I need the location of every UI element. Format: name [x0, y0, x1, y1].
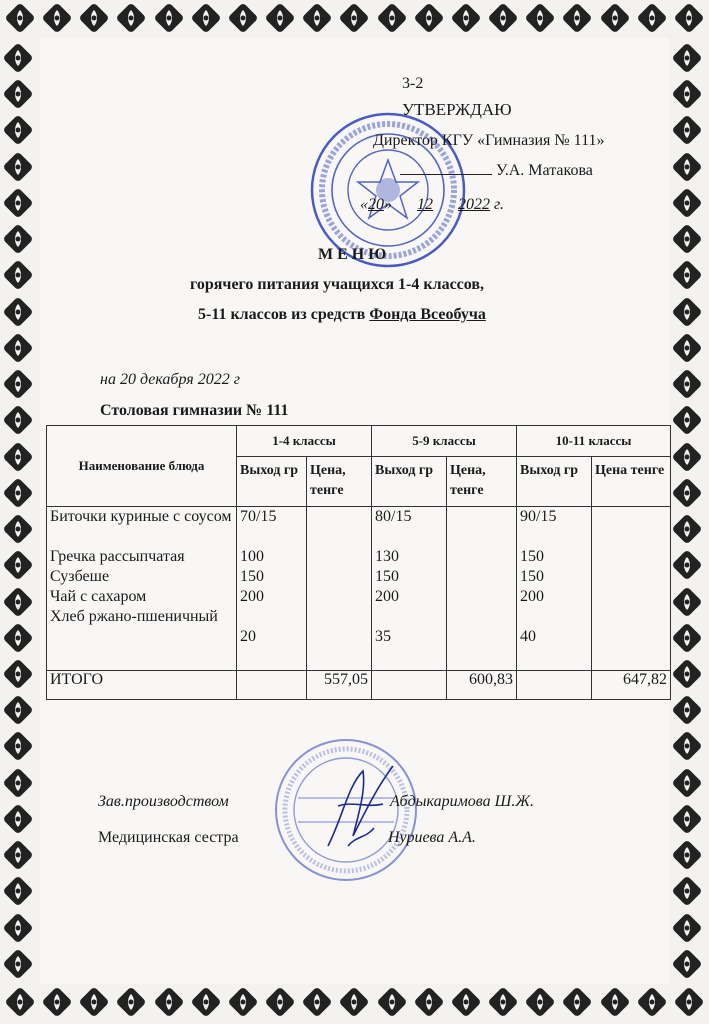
out-value: 70/15: [240, 508, 277, 525]
out-value: 150: [520, 548, 544, 565]
ornament-icon: [637, 987, 667, 1017]
ornament-icon: [5, 3, 35, 33]
ornament-icon: [674, 3, 704, 33]
ornament-icon: [525, 987, 555, 1017]
ornament-icon: [562, 3, 592, 33]
ornament-icon: [191, 987, 221, 1017]
ornament-icon: [672, 768, 702, 798]
ornament-icon: [3, 115, 33, 145]
ornament-icon: [42, 987, 72, 1017]
ornament-icon: [672, 587, 702, 617]
ornament-icon: [154, 3, 184, 33]
out-value: 150: [240, 568, 264, 585]
ornament-icon: [3, 478, 33, 508]
ornament-icon: [5, 987, 35, 1017]
out-value: 150: [375, 568, 399, 585]
ornament-icon: [3, 369, 33, 399]
ornament-icon: [672, 152, 702, 182]
ornament-icon: [3, 514, 33, 544]
ornament-icon: [302, 3, 332, 33]
ornament-icon: [265, 987, 295, 1017]
ornament-icon: [3, 804, 33, 834]
total-empty: [517, 671, 592, 700]
ornament-icon: [672, 224, 702, 254]
ornament-icon: [525, 3, 555, 33]
ornament-icon: [672, 260, 702, 290]
dish-item: Чай с сахаром: [50, 588, 147, 605]
ornament-border-top: [0, 0, 709, 38]
price-5-9-cell: [447, 507, 517, 671]
ornament-icon: [3, 79, 33, 109]
page-number: 3-2: [402, 75, 424, 92]
ornament-icon: [672, 188, 702, 218]
fund-name: Фонда Всеобуча: [369, 306, 486, 323]
ornament-icon: [154, 987, 184, 1017]
ornament-icon: [637, 3, 667, 33]
ornament-icon: [451, 987, 481, 1017]
ornament-icon: [600, 3, 630, 33]
ornament-icon: [3, 442, 33, 472]
signature-role-2: Медицинская сестра: [98, 829, 239, 846]
approve-date: «20» 12 2022 г.: [360, 196, 505, 213]
director-name: У.А. Матакова: [496, 162, 593, 179]
ornament-border-left: [0, 38, 40, 984]
ornament-icon: [42, 3, 72, 33]
ornament-border-right: [669, 38, 709, 984]
ornament-icon: [3, 876, 33, 906]
sub-header-price: Цена тенге: [592, 457, 671, 507]
out-value: 35: [375, 628, 391, 645]
signature-role-1: Зав.производством: [98, 793, 229, 810]
ornament-icon: [672, 115, 702, 145]
out-1-4-cell: [237, 507, 307, 671]
total-10-11: 647,82: [592, 671, 671, 700]
sub-header-price: Цена, тенге: [447, 457, 517, 507]
director-title: Директор КГУ «Гимназия № 111»: [373, 132, 605, 149]
ornament-icon: [672, 43, 702, 73]
ornament-icon: [116, 987, 146, 1017]
sub-header-out: Выход гр: [372, 457, 447, 507]
out-10-11-cell: [517, 507, 592, 671]
signature-name-1: Абдыкаримова Ш.Ж.: [390, 793, 534, 810]
canteen-name: Столовая гимназии № 111: [100, 402, 289, 419]
out-value: 20: [240, 628, 256, 645]
ornament-icon: [228, 987, 258, 1017]
ornament-icon: [672, 369, 702, 399]
total-5-9: 600,83: [447, 671, 517, 700]
approve-label: УТВЕРЖДАЮ: [402, 100, 512, 119]
ornament-icon: [672, 804, 702, 834]
ornament-icon: [3, 405, 33, 435]
dish-item: Сузбеше: [50, 568, 110, 585]
ornament-icon: [79, 3, 109, 33]
ornament-icon: [3, 550, 33, 580]
out-value: 130: [375, 548, 399, 565]
approve-date-day: 20: [368, 196, 384, 213]
dish-list-cell: [47, 507, 237, 671]
ornament-icon: [339, 3, 369, 33]
ornament-icon: [672, 659, 702, 689]
ornament-icon: [414, 987, 444, 1017]
menu-table: [46, 425, 671, 700]
ornament-icon: [672, 731, 702, 761]
ornament-icon: [3, 43, 33, 73]
dish-item: Хлеб ржано-пшеничный: [50, 608, 218, 625]
sub-header-price: Цена, тенге: [307, 457, 372, 507]
ornament-icon: [79, 987, 109, 1017]
ornament-border-bottom: [0, 984, 709, 1022]
ornament-icon: [3, 224, 33, 254]
doc-subtitle-2: [198, 306, 486, 324]
group-header-1-4: 1-4 классы: [237, 426, 372, 457]
ornament-icon: [377, 3, 407, 33]
price-10-11-cell: [592, 507, 671, 671]
ornament-icon: [191, 3, 221, 33]
ornament-icon: [672, 514, 702, 544]
approve-date-suffix: г.: [494, 196, 505, 213]
ornament-icon: [488, 987, 518, 1017]
ornament-icon: [672, 79, 702, 109]
approve-date-year: 2022: [458, 196, 490, 213]
ornament-icon: [414, 3, 444, 33]
dish-item: Биточки куриные с соусом: [50, 508, 232, 525]
document-page: [40, 38, 669, 984]
ornament-icon: [3, 152, 33, 182]
ornament-icon: [3, 768, 33, 798]
ornament-icon: [3, 333, 33, 363]
total-label: ИТОГО: [47, 671, 237, 700]
director-signature-line: [400, 162, 593, 180]
sub-header-out: Выход гр: [517, 457, 592, 507]
price-1-4-cell: [307, 507, 372, 671]
ornament-icon: [377, 987, 407, 1017]
doc-subtitle-1: горячего питания учащихся 1-4 классов,: [190, 276, 485, 293]
out-value: 150: [520, 568, 544, 585]
out-value: 90/15: [520, 508, 557, 525]
ornament-icon: [562, 987, 592, 1017]
out-value: 200: [520, 588, 544, 605]
ornament-icon: [116, 3, 146, 33]
total-empty: [372, 671, 447, 700]
ornament-icon: [3, 623, 33, 653]
ornament-icon: [672, 405, 702, 435]
doc-title: М Е Н Ю: [318, 246, 387, 263]
doc-subtitle-2-text: 5-11 классов из средств: [198, 306, 370, 323]
out-value: 40: [520, 628, 536, 645]
out-value: 200: [240, 588, 264, 605]
out-value: 80/15: [375, 508, 412, 525]
ornament-icon: [3, 659, 33, 689]
ornament-icon: [3, 949, 33, 979]
approve-date-month: 12: [417, 196, 433, 213]
ornament-icon: [674, 987, 704, 1017]
ornament-icon: [451, 3, 481, 33]
ornament-icon: [3, 297, 33, 327]
ornament-icon: [3, 731, 33, 761]
ornament-icon: [3, 587, 33, 617]
ornament-icon: [228, 3, 258, 33]
group-header-5-9: 5-9 классы: [372, 426, 517, 457]
out-value: 100: [240, 548, 264, 565]
ornament-icon: [488, 3, 518, 33]
ornament-icon: [672, 876, 702, 906]
sub-header-out: Выход гр: [237, 457, 307, 507]
ornament-icon: [672, 623, 702, 653]
ornament-icon: [265, 3, 295, 33]
ornament-icon: [672, 840, 702, 870]
out-5-9-cell: [372, 507, 447, 671]
ornament-icon: [672, 913, 702, 943]
signature-name-2: Нуриева А.А.: [388, 829, 476, 846]
total-1-4: 557,05: [307, 671, 372, 700]
total-empty: [237, 671, 307, 700]
ornament-icon: [672, 478, 702, 508]
dish-column-header: Наименование блюда: [47, 426, 237, 507]
ornament-icon: [672, 550, 702, 580]
ornament-icon: [672, 442, 702, 472]
menu-date: на 20 декабря 2022 г: [100, 371, 240, 388]
ornament-icon: [3, 188, 33, 218]
dish-item: Гречка рассыпчатая: [50, 548, 185, 565]
ornament-icon: [672, 297, 702, 327]
ornament-icon: [3, 260, 33, 290]
ornament-icon: [600, 987, 630, 1017]
ornament-icon: [672, 333, 702, 363]
ornament-icon: [302, 987, 332, 1017]
ornament-icon: [672, 949, 702, 979]
group-header-10-11: 10-11 классы: [517, 426, 671, 457]
ornament-icon: [339, 987, 369, 1017]
ornament-icon: [3, 695, 33, 725]
ornament-icon: [672, 695, 702, 725]
ornament-icon: [3, 913, 33, 943]
ornament-icon: [3, 840, 33, 870]
out-value: 200: [375, 588, 399, 605]
